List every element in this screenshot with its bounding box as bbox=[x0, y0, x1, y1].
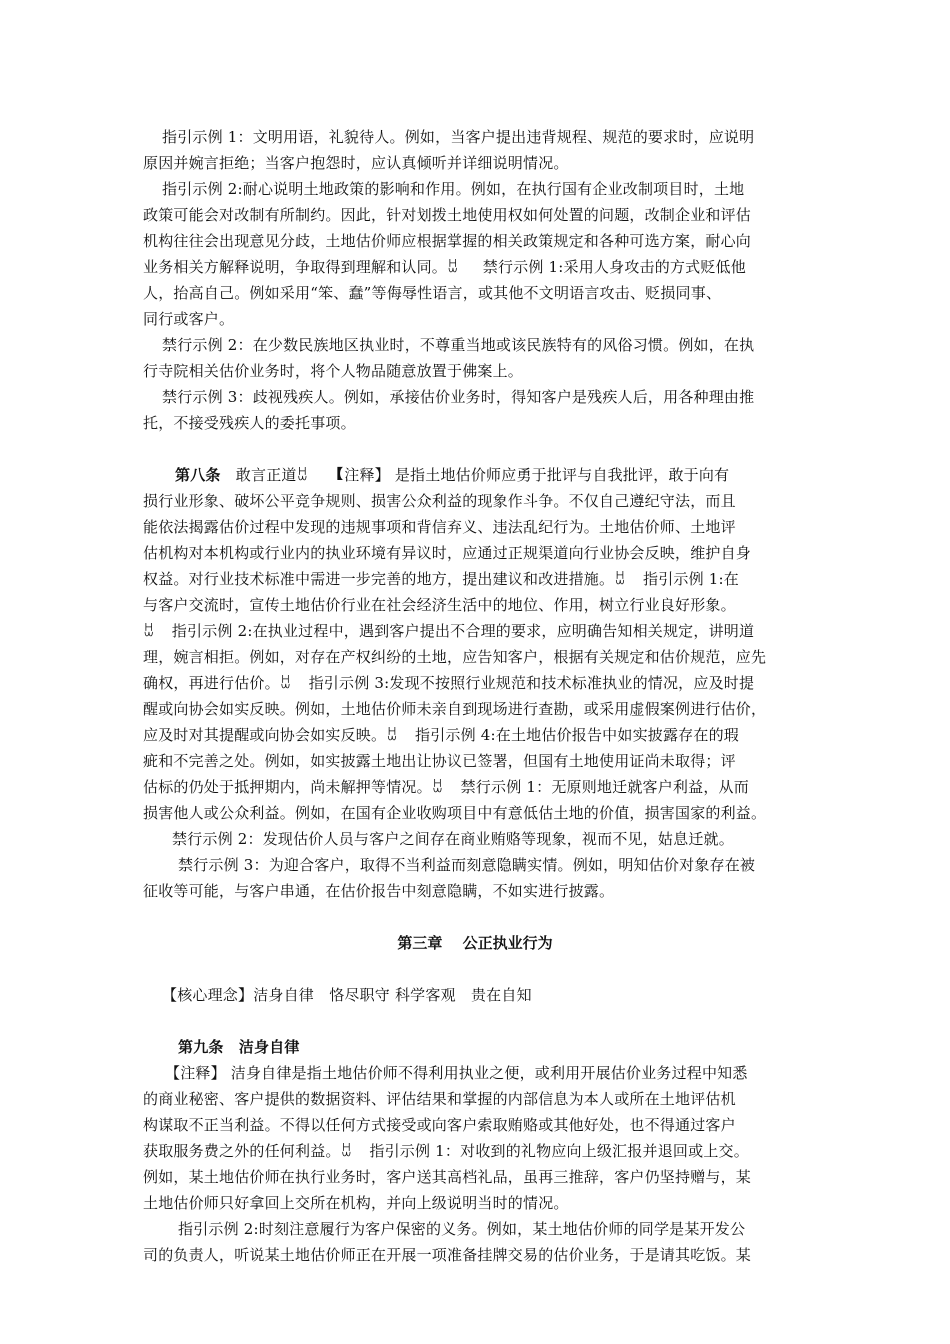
text-line: 构谋取不正当利益。不得以任何方式接受或向客户索取贿赂或其他好处，也不得通过客户 bbox=[143, 1116, 736, 1134]
text-line: 原因并婉言拒绝；当客户抱怨时，应认真倾听并详细说明情况。 bbox=[143, 154, 569, 172]
text-line: 行寺院相关估价业务时，将个人物品随意放置于佛案上。 bbox=[143, 362, 524, 380]
text-line: 获取服务费之外的任何利益。ꀠ 指引示例 1：对收到的礼物应向上级汇报并退回或上交。 bbox=[143, 1142, 749, 1160]
text-line: 禁行示例 2：发现估价人员与客户之间存在商业贿赂等现象，视而不见，姑息迁就。 bbox=[172, 830, 734, 848]
text-line: 指引示例 2:耐心说明土地政策的影响和作用。例如，在执行国有企业改制项目时，土地 bbox=[162, 180, 745, 198]
text-line: 禁行示例 3：为迎合客户，取得不当利益而刻意隐瞒实情。例如，明知估价对象存在被 bbox=[178, 856, 756, 874]
text-line: 估机构对本机构或行业内的执业环境有异议时，应通过正规渠道向行业协会反映，维护自身 bbox=[143, 544, 752, 562]
text-line: 【注释】 洁身自律是指土地估价师不得利用执业之便，或利用开展估价业务过程中知悉 bbox=[165, 1064, 748, 1082]
text-line: 理，婉言相拒。例如，对存在产权纠纷的土地，应告知客户，根据有关规定和估价规范，应先 bbox=[143, 648, 767, 666]
text-line: 指引示例 1：文明用语，礼貌待人。例如，当客户提出违背规程、规范的要求时，应说明 bbox=[162, 128, 755, 146]
text-line: 估标的仍处于抵押期内，尚未解押等情况。ꀠ 禁行示例 1：无原则地迁就客户利益，从而 bbox=[143, 778, 749, 796]
article-9-title: 第九条 洁身自律 bbox=[178, 1038, 300, 1056]
text-line: 损行业形象、破坏公平竞争规则、损害公众利益的现象作斗争。不仅自己遵纪守法，而且 bbox=[143, 492, 736, 510]
core-concept: 【核心理念】洁身自律 恪尽职守 科学客观 贵在自知 bbox=[162, 986, 532, 1004]
text-line: ꀠ 指引示例 2:在执业过程中，遇到客户提出不合理的要求，应明确告知相关规定，讲明道 bbox=[143, 622, 755, 640]
text-line: 土地估价师只好拿回上交所在机构，并向上级说明当时的情况。 bbox=[143, 1194, 569, 1212]
text-line: 司的负责人，听说某土地估价师正在开展一项准备挂牌交易的估价业务，于是请其吃饭。某 bbox=[143, 1246, 752, 1264]
text-line: 禁行示例 3：歧视残疾人。例如，承接估价业务时，得知客户是残疾人后，用各种理由推 bbox=[162, 388, 755, 406]
text-line: 确权，再进行估价。ꀠ 指引示例 3:发现不按照行业规范和技术标准执业的情况，应及时提 bbox=[143, 674, 755, 692]
text-line: 损害他人或公众利益。例如，在国有企业收购项目中有意低估土地的价值，损害国家的利益。 bbox=[143, 804, 767, 822]
text-line: 权益。对行业技术标准中需进一步完善的地方，提出建议和改进措施。ꀠ 指引示例 1:在 bbox=[143, 570, 739, 588]
text-line: 与客户交流时，宣传土地估价行业在社会经济生活中的地位、作用，树立行业良好形象。 bbox=[143, 596, 736, 614]
text-line: 醒或向协会如实反映。例如，土地估价师未亲自到现场进行查勘，或采用虚假案例进行估价， bbox=[143, 700, 767, 718]
text-line: 机构往往会出现意见分歧，土地估价师应根据掌握的相关政策规定和各种可选方案，耐心向 bbox=[143, 232, 752, 250]
text-line: 能依法揭露估价过程中发现的违规事项和背信弃义、违法乱纪行为。土地估价师、土地评 bbox=[143, 518, 736, 536]
text-line: 禁行示例 2：在少数民族地区执业时，不尊重当地或该民族特有的风俗习惯。例如，在执 bbox=[162, 336, 755, 354]
text-line: 同行或客户。 bbox=[143, 310, 235, 328]
text-line: 业务相关方解释说明，争取得到理解和认同。ꀠ 禁行示例 1:采用人身攻击的方式贬低他 bbox=[143, 258, 746, 276]
text-line: 政策可能会对改制有所制约。因此，针对划拨土地使用权如何处置的问题，改制企业和评估 bbox=[143, 206, 752, 224]
text-line: 指引示例 2:时刻注意履行为客户保密的义务。例如，某土地估价师的同学是某开发公 bbox=[178, 1220, 746, 1238]
text-line: 征收等可能，与客户串通，在估价报告中刻意隐瞒，不如实进行披露。 bbox=[143, 882, 615, 900]
article-8-line: 第八条 敢言正道ꀠ 【注释】 是指土地估价师应勇于批评与自我批评，敢于向有 bbox=[175, 466, 730, 484]
article-8-label: 第八条 bbox=[175, 466, 221, 484]
text-line: 例如，某土地估价师在执行业务时，客户送其高档礼品，虽再三推辞，客户仍坚持赠与，某 bbox=[143, 1168, 752, 1186]
chapter-heading: 第三章 公正执业行为 bbox=[397, 934, 553, 952]
text-line: 人，抬高自己。例如采用“笨、蠢”等侮辱性语言，或其他不文明语言攻击、贬损同事、 bbox=[143, 284, 722, 302]
text-line: 疵和不完善之处。例如，如实披露土地出让协议已签署，但国有土地使用证尚未取得；评 bbox=[143, 752, 736, 770]
text-line: 应及时对其提醒或向协会如实反映。ꀠ 指引示例 4:在土地估价报告中如实披露存在的瑕 bbox=[143, 726, 739, 744]
text-line: 托，不接受残疾人的委托事项。 bbox=[143, 414, 356, 432]
text-line: 的商业秘密、客户提供的数据资料、评估结果和掌握的内部信息为本人或所在土地评估机 bbox=[143, 1090, 736, 1108]
